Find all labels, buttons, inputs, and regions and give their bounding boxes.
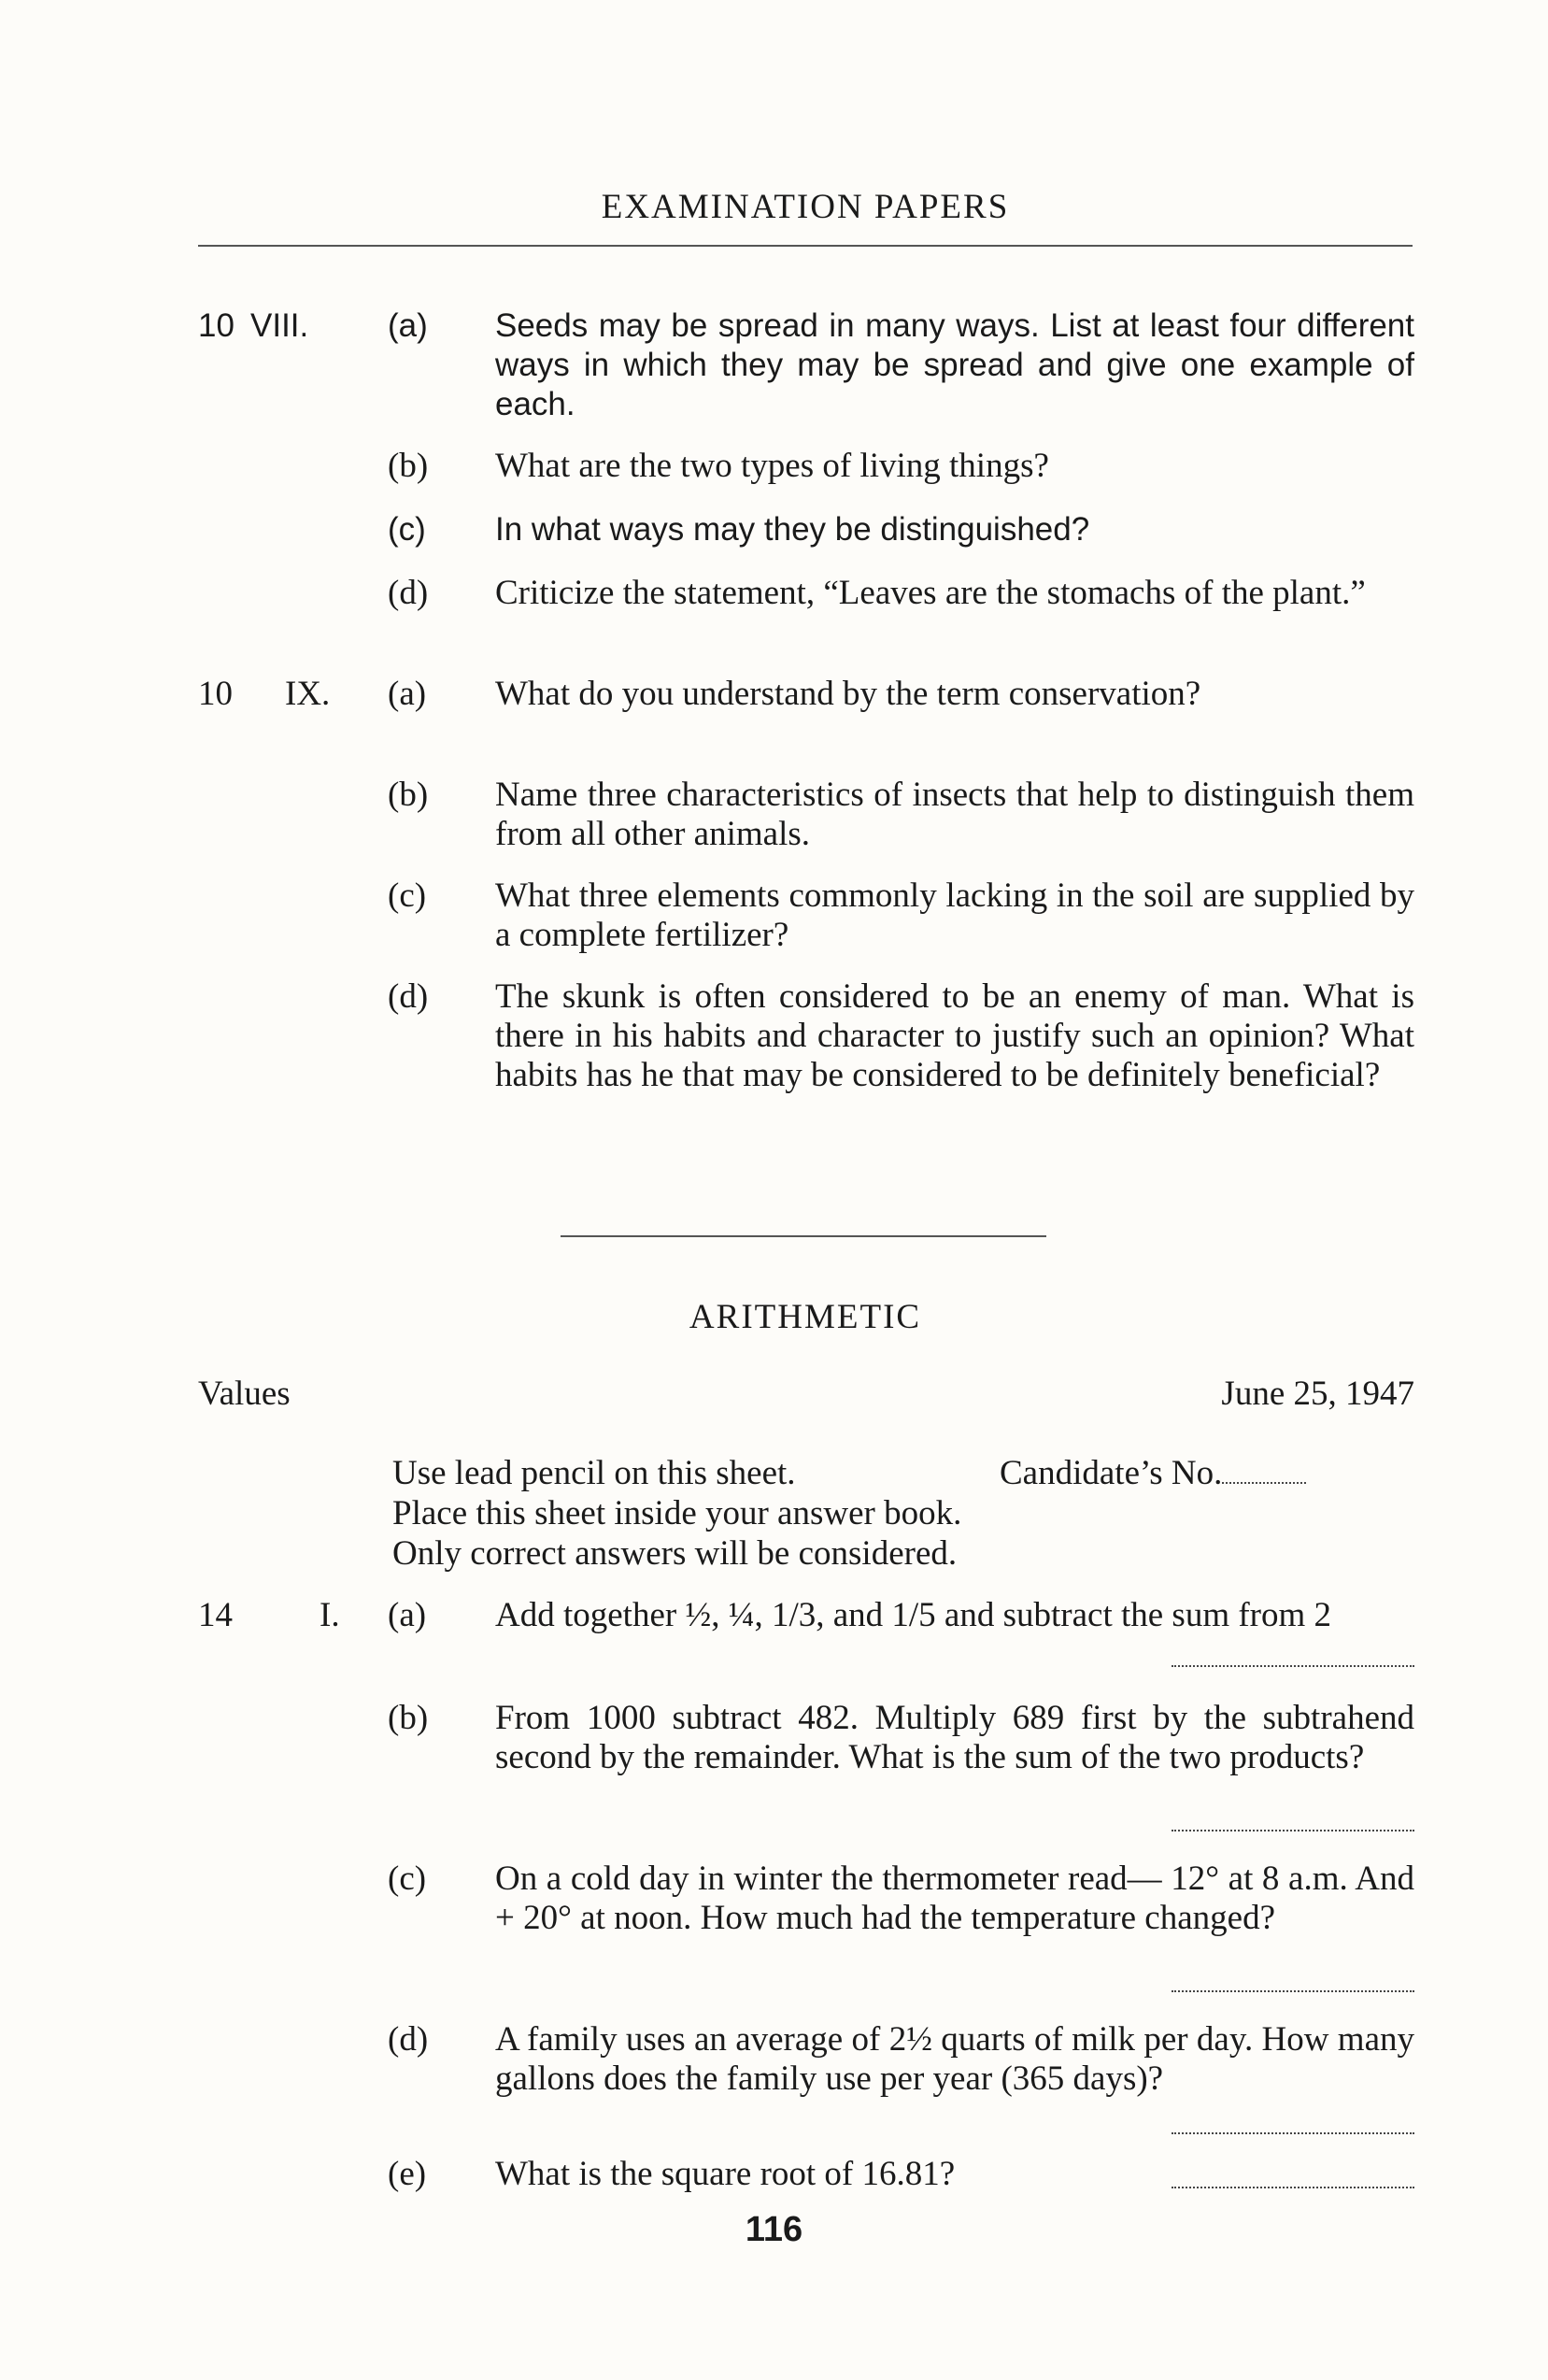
answer-blank-a[interactable]: [1172, 1665, 1414, 1667]
candidate-number-field[interactable]: [1000, 1453, 1306, 1493]
question-number: I.: [320, 1596, 340, 1634]
instruction-line: [392, 1453, 1415, 1493]
running-head: EXAMINATION PAPERS: [601, 188, 1010, 226]
question-part: (c): [388, 876, 427, 915]
question-number: IX.: [285, 675, 331, 713]
question-part: (a): [388, 307, 428, 344]
question-value: 14: [198, 1596, 233, 1634]
instruction-line: Place this sheet inside your answer book.: [392, 1494, 962, 1532]
question-text: In what ways may they be distinguished?: [495, 511, 1090, 548]
question-part: (d): [388, 977, 429, 1016]
question-text: From 1000 subtract 482. Multiply 689 first by the subtrahend second by the remainder. What is the sum of the two products?: [495, 1699, 1414, 1776]
question-part: (a): [388, 675, 427, 713]
question-part: (b): [388, 447, 429, 485]
question-part: (c): [388, 1860, 427, 1898]
question-text: A family uses an average of 2½ quarts of milk per day. How many gallons does the family use per year (365 days)?: [495, 2020, 1414, 2098]
question-part: (b): [388, 776, 429, 814]
section-title: ARITHMETIC: [689, 1298, 922, 1336]
answer-blank-b[interactable]: [1172, 1830, 1414, 1831]
question-part: (d): [388, 574, 429, 612]
section-divider: [561, 1235, 1046, 1237]
question-text: Criticize the statement, “Leaves are the stomachs of the plant.”: [495, 574, 1366, 612]
question-text: Seeds may be spread in many ways. List at least four different ways in which they may be spread and give one example of each.: [495, 307, 1414, 422]
instructions: [392, 1453, 1415, 1574]
question-text: Add together ½, ¼, 1/3, and 1/5 and subtract the sum from 2: [495, 1596, 1332, 1634]
question-part: (e): [388, 2155, 427, 2193]
question-part: (c): [388, 511, 426, 548]
question-part: (a): [388, 1596, 427, 1634]
question-text: Name three characteristics of insects that help to distinguish them from all other animals.: [495, 776, 1414, 853]
answer-blank-d[interactable]: [1172, 2132, 1414, 2134]
instruction-line: Only correct answers will be considered.: [392, 1534, 958, 1573]
answer-blank-e[interactable]: [1172, 2187, 1414, 2188]
question-part: (b): [388, 1699, 429, 1737]
question-value: 10: [198, 307, 234, 344]
exam-date: June 25, 1947: [1221, 1375, 1414, 1413]
values-label: Values: [198, 1375, 291, 1413]
question-text: What three elements commonly lacking in the soil are supplied by a complete fertilizer?: [495, 876, 1414, 954]
question-text: What is the square root of 16.81?: [495, 2155, 956, 2193]
candidate-number-label: Candidate’s No.: [1000, 1454, 1223, 1492]
question-value: 10: [198, 675, 233, 713]
answer-blank-c[interactable]: [1172, 1990, 1414, 1992]
question-text: On a cold day in winter the thermometer read— 12° at 8 a.m. And + 20° at noon. How much had the temperature changed?: [495, 1860, 1414, 1937]
instruction-text: Use lead pencil on this sheet.: [392, 1454, 796, 1492]
candidate-number-blank[interactable]: [1222, 1481, 1306, 1484]
question-text: What are the two types of living things?: [495, 447, 1049, 485]
question-text: What do you understand by the term conservation?: [495, 675, 1201, 713]
question-part: (d): [388, 2020, 429, 2059]
page-number: 116: [745, 2210, 803, 2249]
question-number: VIII.: [250, 307, 309, 344]
question-text: The skunk is often considered to be an enemy of man. What is there in his habits and character to justify such an opinion? What habits has he that may be considered to be definitely beneficial?: [495, 977, 1414, 1094]
header-rule: [198, 245, 1413, 247]
